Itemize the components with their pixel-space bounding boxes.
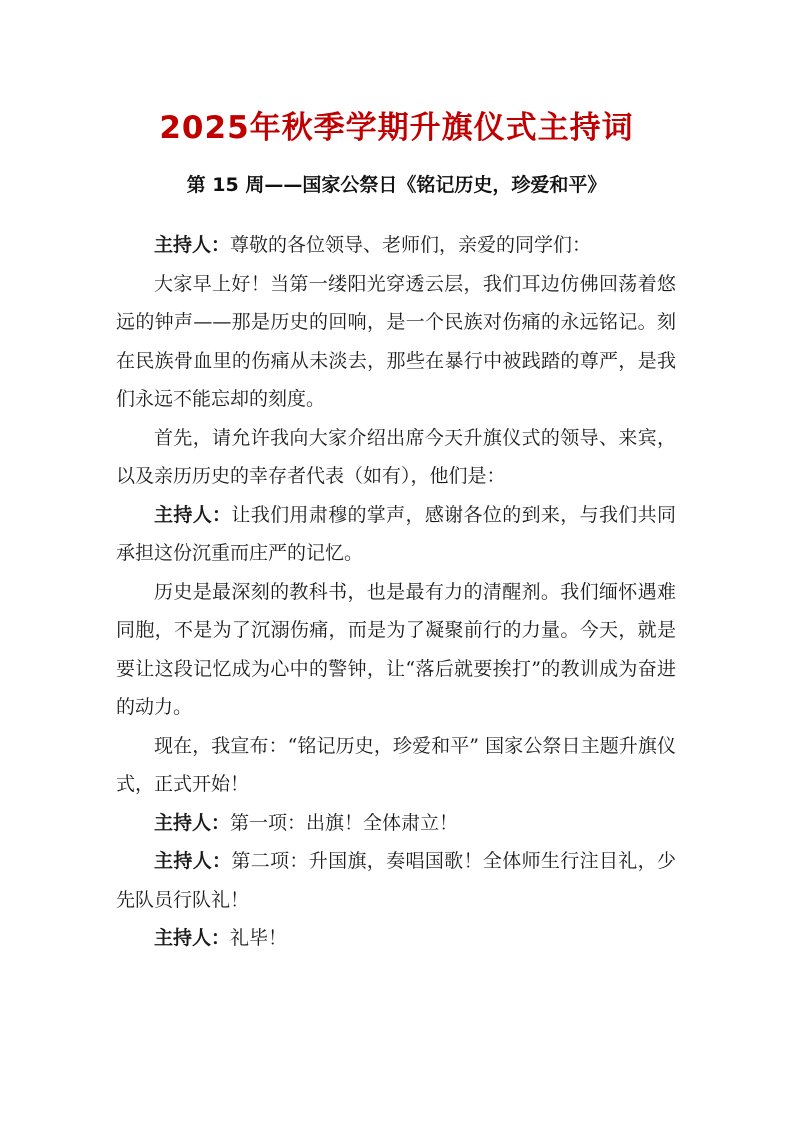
paragraph-step-two	[116, 842, 676, 919]
paragraph-announcement	[116, 727, 676, 804]
paragraph-text: 现在，我宣布：“铭记历史，珍爱和平” 国家公祭日主题升旗仪式，正式开始！	[116, 734, 676, 795]
host-label: 主持人：	[154, 234, 231, 256]
host-label: 主持人：	[154, 927, 231, 949]
paragraph-text: 首先，请允许我向大家介绍出席今天升旗仪式的领导、来宾，以及亲历历史的幸存者代表（如有），他们是：	[116, 426, 676, 487]
paragraph-introduction	[116, 419, 676, 496]
paragraph-thanks	[116, 496, 676, 573]
paragraph-text: 让我们用肃穆的掌声，感谢各位的到来，与我们共同承担这份沉重而庄严的记忆。	[116, 503, 676, 564]
paragraph-text: 第二项：升国旗，奏唱国歌！全体师生行注目礼，少先队员行队礼！	[116, 850, 676, 911]
paragraph-text: 第一项：出旗！全体肃立！	[230, 811, 459, 834]
paragraph-text: 历史是最深刻的教科书，也是最有力的清醒剂。我们缅怀遇难同胞，不是为了沉溺伤痛，而是为了凝聚前行的力量。今天，就是要让这段记忆成为心中的警钟，让“落后就要挨打”的教训成为奋进的动力。	[116, 580, 676, 718]
paragraph-greeting	[116, 226, 676, 265]
paragraph-salute-end	[116, 919, 676, 958]
paragraph-history	[116, 573, 676, 727]
host-label: 主持人：	[154, 503, 232, 526]
paragraph-opening	[116, 265, 676, 419]
paragraph-step-one	[116, 804, 676, 843]
paragraph-text: 大家早上好！当第一缕阳光穿透云层，我们耳边仿佛回荡着悠远的钟声——那是历史的回响，是一个民族对伤痛的永远铭记。刻在民族骨血里的伤痛从未淡去，那些在暴行中被践踏的尊严，是我们永远不能忘却的刻度。	[116, 272, 676, 410]
document-body	[116, 226, 676, 958]
host-label: 主持人：	[154, 850, 232, 872]
document-title: 2025年秋季学期升旗仪式主持词	[159, 110, 634, 146]
paragraph-text: 尊敬的各位领导、老师们，亲爱的同学们：	[230, 234, 592, 256]
document-subtitle: 第 15 周——国家公祭日《铭记历史，珍爱和平》	[186, 174, 607, 196]
host-label: 主持人：	[154, 811, 231, 834]
paragraph-text: 礼毕！	[230, 927, 288, 949]
